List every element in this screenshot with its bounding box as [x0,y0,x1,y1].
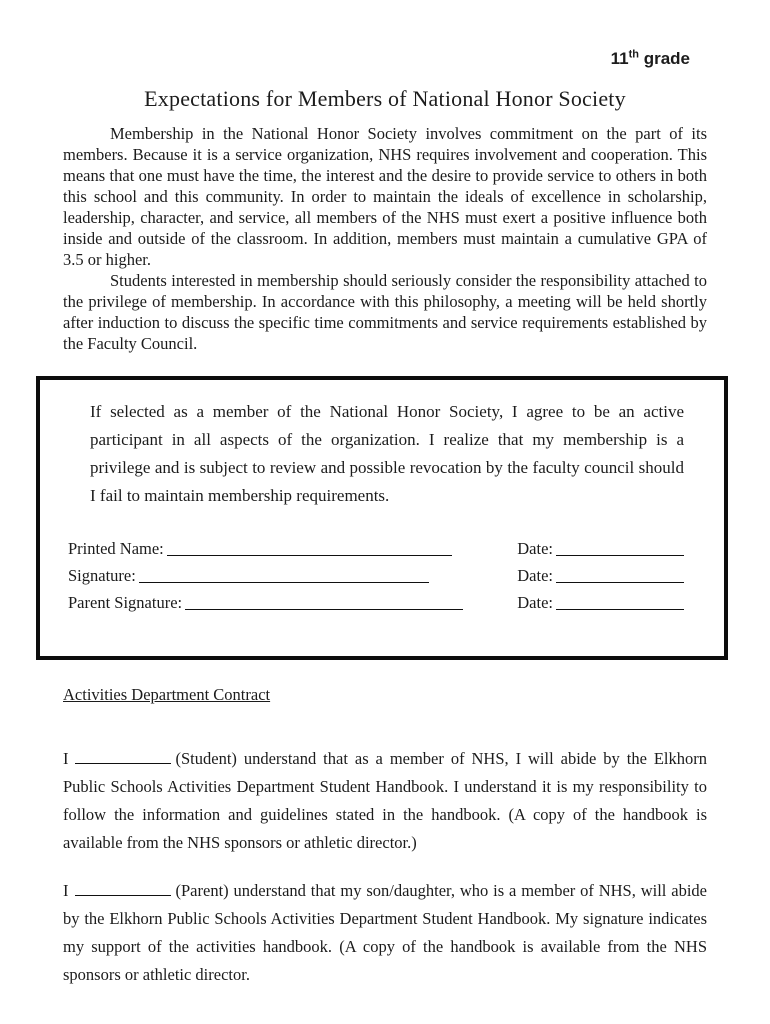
date-label: Date: [517,593,553,612]
date-label: Date: [517,566,553,585]
agreement-statement: If selected as a member of the National Honor Society, I agree to be an active participant in all aspects of the organization. I realize that my membership is a privilege and is subject to review and possible revocation by the faculty council should I fail to maintain membership requirements. [90,402,684,505]
grade-label [0,48,690,70]
student-contract-paragraph [63,745,707,857]
date-label: Date: [517,539,553,558]
grade-number: 11 [610,49,629,68]
page-title: Expectations for Members of National Honor Society [144,86,626,111]
parent-signature-label: Parent Signature: [68,593,183,612]
printed-name-row [68,540,684,557]
grade-suffix: grade [638,49,690,68]
parent-signature-row [68,594,684,611]
intro-paragraph-2: Students interested in membership should seriously consider the responsibility attached to the privilege of membership. In accordance with this philosophy, a meeting will be held shortly after induction to discuss the specific time commitments and service requirements established by the Faculty Council. [63,271,707,353]
date-group [517,567,684,584]
parent-prefix: I [63,881,69,900]
parent-contract-text: (Parent) understand that my son/daughter, who is a member of NHS, will abide by the Elkhorn Public Schools Activities Department Student Handbook. My signature indicates my support of the activities handbook. (A copy of the handbook is available from the NHS sponsors or athletic director. [63,881,707,984]
signature-line[interactable] [139,581,429,583]
contract-heading: Activities Department Contract [63,685,271,704]
printed-name-label: Printed Name: [68,539,164,558]
parent-contract-paragraph [63,877,707,989]
agreement-box [36,376,728,660]
intro-paragraph-1: Membership in the National Honor Society involves commitment on the part of its members. Because it is a service organization, NHS requires involvement and cooperation. This means that one must have the time, the interest and the desire to provide service to others in both this school and this community. In order to maintain the ideals of excellence in scholarship, leadership, character, and service, all members of the NHS must exert a positive influence both inside and outside of the classroom. In addition, members must maintain a cumulative GPA of 3.5 or higher. [63,124,707,269]
student-name-blank[interactable] [75,761,171,764]
printed-name-line[interactable] [167,554,452,556]
date-line[interactable] [556,554,684,556]
student-contract-text: (Student) understand that as a member of NHS, I will abide by the Elkhorn Public Schools Activities Department Student Handbook. I understand it is my responsibility to follow the information and guidelines stated in the handbook. (A copy of the handbook is available from the NHS sponsors or athletic director.) [63,749,707,852]
intro-section [63,123,707,354]
date-group [517,540,684,557]
grade-ordinal: th [628,48,639,61]
parent-signature-line[interactable] [185,608,463,610]
date-line[interactable] [556,608,684,610]
date-group [517,594,684,611]
signature-label: Signature: [68,566,136,585]
parent-name-blank[interactable] [75,893,171,896]
signature-row [68,567,684,584]
date-line[interactable] [556,581,684,583]
student-prefix: I [63,749,69,768]
